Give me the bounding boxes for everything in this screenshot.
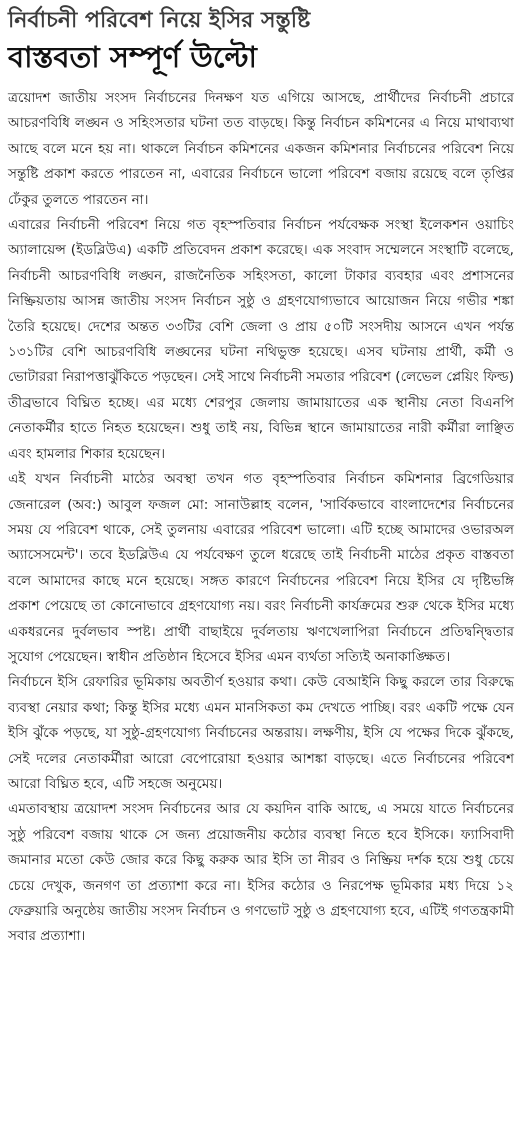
main-headline: বাস্তবতা সম্পূর্ণ উল্টো [8,40,257,74]
paragraph-3: এই যখন নির্বাচনী মাঠের অবস্থা তখন গত বৃহস্পতিবার নির্বাচন কমিশনার ব্রিগেডিয়ার জেনারেল (অব:) আবুল ফজল মো: সানাউল্লাহ বলেন, 'সার্বিকভাবে বাংলাদেশের নির্বাচনের সময় যে পরিবেশ থাকে, সেই তুলনায় এবারের পরিবেশ ভালো। এটি হচ্ছে আমাদের ওভারঅল অ্যাসেসমেন্ট'। তবে ইডব্লিউএ যে পর্যবেক্ষণ তুলে ধরেছে তাই নির্বাচনী মাঠের প্রকৃত বাস্তবতা বলে আমাদের কাছে মনে হয়েছে। সঙ্গত কারণে নির্বাচনের পরিবেশ নিয়ে ইসির যে দৃষ্টিভঙ্গি প্রকাশ পেয়েছে তা কোনোভাবে গ্রহণযোগ্য নয়। বরং নির্বাচনী কার্যক্রমের শুরু থেকে ইসির মধ্যে একধরনের দুর্বলভাব স্পষ্ট। প্রার্থী বাছাইয়ে দুর্বলতায় ঋণখেলাপিরা নির্বাচনে প্রতিদ্বন্দ্বিতার সুযোগ পেয়েছেন। স্বাধীন প্রতিষ্ঠান হিসেবে ইসির এমন ব্যর্থতা সত্যিই অনাকাঙ্ক্ষিত। [8,471,514,665]
article-body [8,86,514,950]
paragraph-5: এমতাবস্থায় ত্রয়োদশ সংসদ নির্বাচনের আর যে কয়দিন বাকি আছে, এ সময়ে যাতে নির্বাচনের সুষ্ঠু পরিবেশ বজায় থাকে সে জন্য প্রয়োজনীয় কঠোর ব্যবস্থা নিতে হবে ইসিকে। ফ্যাসিবাদী জমানার মতো কেউ জোর করে কিছু করুক আর ইসি তা নীরব ও নিষ্ক্রিয় দর্শক হয়ে শুধু চেয়ে চেয়ে দেখুক, জনগণ তা প্রত্যাশা করে না। ইসির কঠোর ও নিরপেক্ষ ভূমিকার মধ্য দিয়ে ১২ ফেব্রুয়ারি অনুষ্ঠেয় জাতীয় সংসদ নির্বাচন ও গণভোট সুষ্ঠু ও গ্রহণযোগ্য হবে, এটিই গণতন্ত্রকামী সবার প্রত্যাশা। [8,801,514,945]
kicker-headline: নির্বাচনী পরিবেশ নিয়ে ইসির সন্তুষ্টি [8,8,311,33]
headline-block [8,6,514,78]
paragraph-1: ত্রয়োদশ জাতীয় সংসদ নির্বাচনের দিনক্ষণ যত এগিয়ে আসছে, প্রার্থীদের নির্বাচনী প্রচারে আচরণবিধি লঙ্ঘন ও সহিংসতার ঘটনা তত বাড়ছে। কিন্তু নির্বাচন কমিশনের এ নিয়ে মাথাব্যথা আছে বলে মনে হয় না। থাকলে নির্বাচন কমিশনের একজন কমিশনার নির্বাচনের পরিবেশ নিয়ে সন্তুষ্টি প্রকাশ করতে পারতেন না, এবারের নির্বাচনে ভালো পরিবেশ বজায় রয়েছে বলে তৃপ্তির ঢেঁকুর তুলতে পারতেন না। [8,90,514,208]
paragraph-4: নির্বাচনে ইসি রেফারির ভূমিকায় অবতীর্ণ হওয়ার কথা। কেউ বেআইনি কিছু করলে তার বিরুদ্ধে ব্যবস্থা নেয়ার কথা; কিন্তু ইসির মধ্যে এমন মানসিকতা কম দেখতে পাচ্ছি। বরং একটি পক্ষে যেন ইসি ঝুঁকে পড়ছে, যা সুষ্ঠু-গ্রহণযোগ্য নির্বাচনের অন্তরায়। লক্ষণীয়, ইসি যে পক্ষের দিকে ঝুঁকছে, সেই দলের নেতাকর্মীরা আরো বেপোরোয়া হওয়ার আশঙ্কা বাড়ছে। এতে নির্বাচনের পরিবেশ আরো বিঘ্নিত হবে, এটি সহজে অনুমেয়। [8,674,514,792]
paragraph-2: এবারের নির্বাচনী পরিবেশ নিয়ে গত বৃহস্পতিবার নির্বাচন পর্যবেক্ষক সংস্থা ইলেকশন ওয়াচিং অ্যালায়েন্স (ইডব্লিউএ) একটি প্রতিবেদন প্রকাশ করেছে। এক সংবাদ সম্মেলনে সংস্থাটি বলেছে, নির্বাচনী আচরণবিধি লঙ্ঘন, রাজনৈতিক সহিংসতা, কালো টাকার ব্যবহার এবং প্রশাসনের নিষ্ক্রিয়তায় আসন্ন জাতীয় সংসদ নির্বাচন সুষ্ঠু ও গ্রহণযোগ্যভাবে আয়োজন নিয়ে গভীর শঙ্কা তৈরি হয়েছে। দেশের অন্তত ৩৩টির বেশি জেলা ও প্রায় ৫০টি সংসদীয় আসনে এখন পর্যন্ত ১৩১টির বেশি আচরণবিধি লঙ্ঘনের ঘটনা নথিভুক্ত হয়েছে। এসব ঘটনায় প্রার্থী, কর্মী ও ভোটাররা নিরাপত্তাঝুঁকিতে পড়ছেন। সেই সাথে নির্বাচনী সমতার পরিবেশ (লেভেল প্লেয়িং ফিল্ড) তীব্রভাবে বিঘ্নিত হচ্ছে। এর মধ্যে শেরপুর জেলায় জামায়াতের এক স্থানীয় নেতা বিএনপি নেতাকর্মীর হাতে নিহত হয়েছেন। শুধু তাই নয়, বিভিন্ন স্থানে জামায়াতের নারী কর্মীরা লাঞ্ছিত এবং হামলার শিকার হয়েছেন। [8,217,514,462]
